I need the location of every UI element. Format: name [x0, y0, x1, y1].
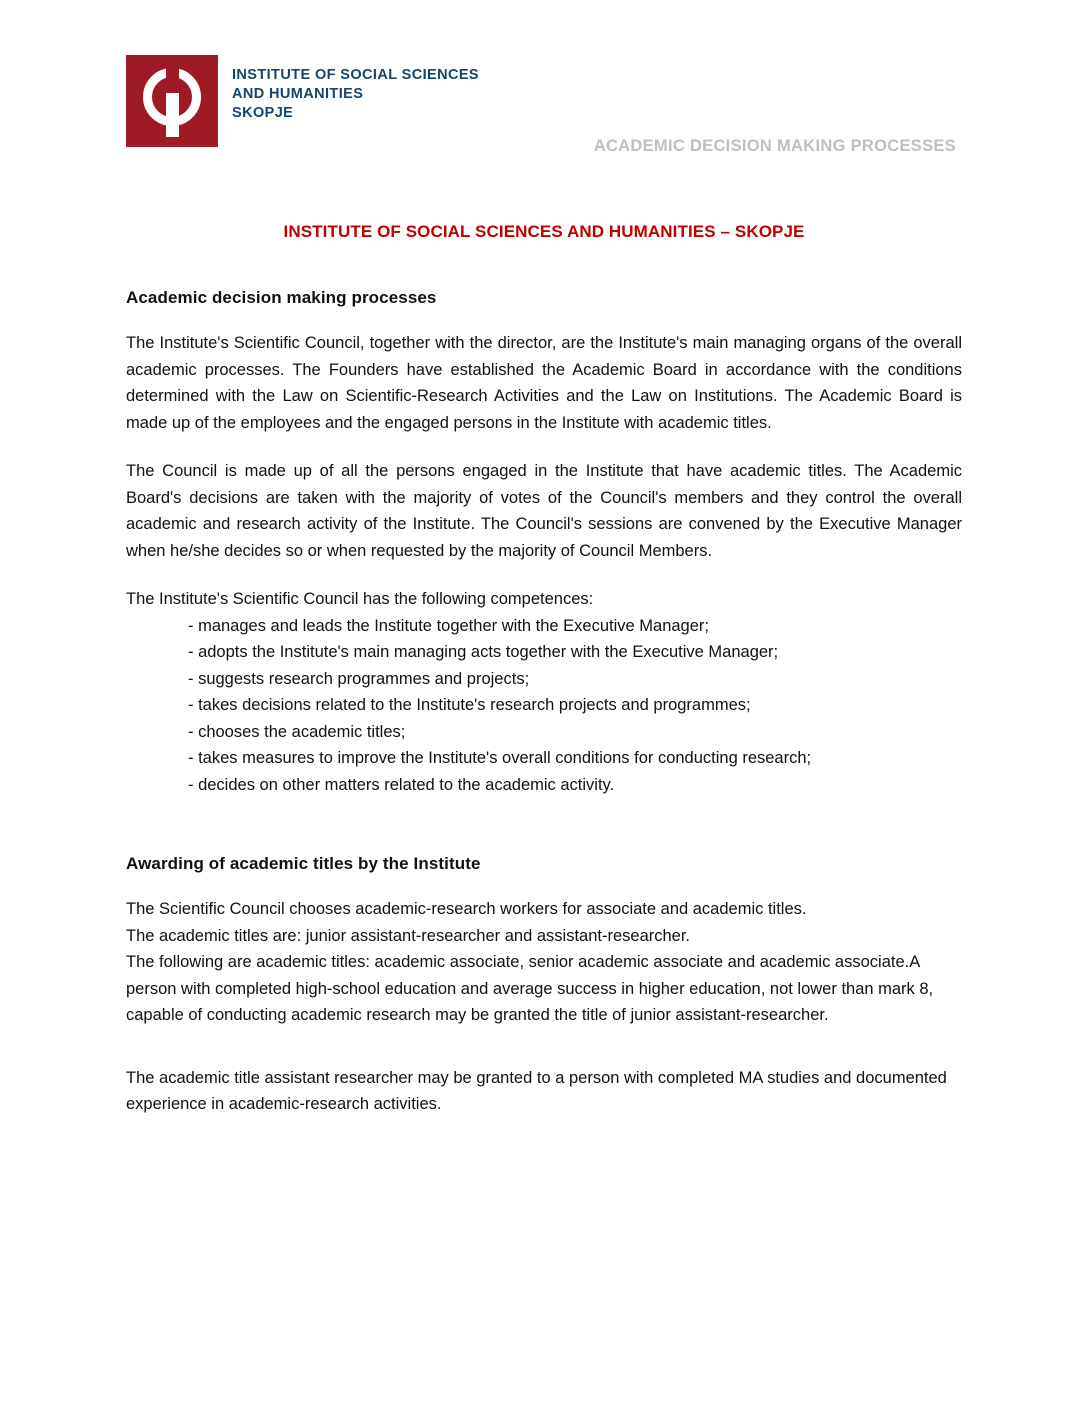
list-item: - manages and leads the Institute together with the Executive Manager; — [188, 616, 709, 635]
page-header — [0, 55, 1088, 165]
running-header-title: ACADEMIC DECISION MAKING PROCESSES — [593, 137, 956, 155]
paragraph-following-academic-titles: The following are academic titles: academic associate, senior academic associate and academic associate.A person with completed high-school education and average success in higher education, not lower than mark 8, capable of conducting academic research may be granted the title of junior assistant-researcher. — [126, 953, 934, 1024]
paragraph-assistant-researcher-ma: The academic title assistant researcher may be granted to a person with completed MA studies and documented experience in academic-research activities. — [126, 1068, 947, 1113]
list-item: - suggests research programmes and projects; — [188, 669, 530, 688]
logo-line-1: INSTITUTE OF SOCIAL SCIENCES — [232, 67, 479, 83]
institute-logo — [126, 55, 479, 147]
logo-line-3: SKOPJE — [232, 105, 294, 121]
section-heading-academic-decision-making: Academic decision making processes — [126, 288, 437, 307]
list-item: - takes decisions related to the Institute's research projects and programmes; — [188, 696, 751, 714]
paragraph-council-composition: The Council is made up of all the persons engaged in the Institute that have academic titles. The Academic Board's decisions are taken with the majority of votes of the Council's members and they control the overall academic and research activity of the Institute. The Council's sessions are convened by the Executive Manager when he/she decides so or when requested by the majority of Council Members. — [126, 462, 962, 560]
institute-logo-text — [232, 66, 479, 123]
list-item: - decides on other matters related to the academic activity. — [188, 775, 615, 794]
institute-circle-mark-icon — [126, 55, 218, 147]
list-item: - chooses the academic titles; — [188, 722, 406, 741]
section-heading-awarding-titles: Awarding of academic titles by the Institute — [126, 854, 481, 873]
list-item: - adopts the Institute's main managing acts together with the Executive Manager; — [188, 643, 779, 661]
paragraph-academic-titles-are: The academic titles are: junior assistant-researcher and assistant-researcher. — [126, 926, 691, 945]
document-body — [126, 222, 962, 1140]
paragraph-competences-intro: The Institute's Scientific Council has the following competences: — [126, 590, 594, 608]
paragraph-council-chooses-workers: The Scientific Council chooses academic-research workers for associate and academic titles. — [126, 900, 807, 918]
list-item: - takes measures to improve the Institute's overall conditions for conducting research; — [188, 749, 812, 767]
competences-list — [126, 613, 962, 799]
document-title: INSTITUTE OF SOCIAL SCIENCES AND HUMANITIES – SKOPJE — [283, 222, 805, 241]
paragraph-council-managing-organs: The Institute's Scientific Council, together with the director, are the Institute's main managing organs of the overall academic processes. The Founders have established the Academic Board in accordance with the conditions determined with the Law on Scientific-Research Activities and the Law on Institutions. The Academic Board is made up of the employees and the engaged persons in the Institute with academic titles. — [126, 334, 962, 432]
logo-line-2: AND HUMANITIES — [232, 86, 364, 102]
